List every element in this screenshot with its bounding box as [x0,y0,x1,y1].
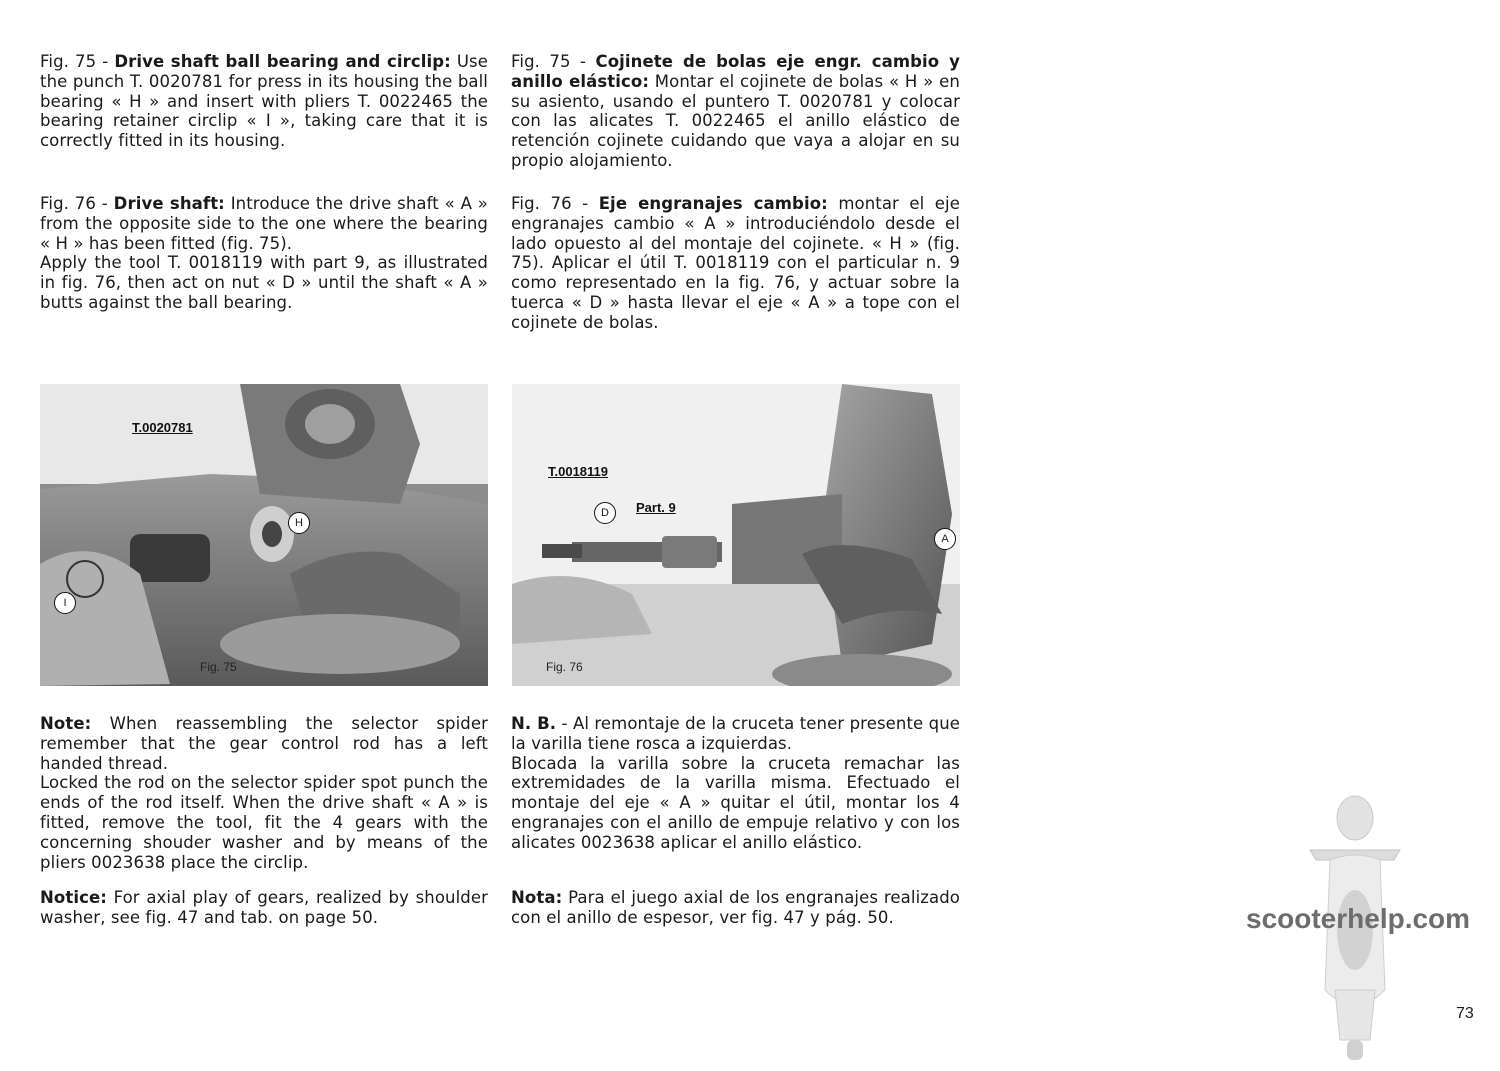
callout-d: D [594,502,616,524]
heading: Note: [40,714,92,733]
tool-label-t0020781: T.0020781 [132,420,193,435]
heading: Drive shaft: [113,194,225,213]
body-text: For axial play of gears, realized by shoulder washer, see fig. 47 and tab. on page 50. [40,888,488,927]
body-text: montar el eje engranajes cambio « A » introduciéndolo desde el lado opuesto al del montaje del cojinete. « H » (fig. 75). Aplicar el útil T. 0018119 con el particular n. 9 como representado en la fig. 76, y actuar sobre la tuerca « D » hasta llevar el eje « A » a tope con el cojinete de bolas. [511,194,960,332]
page-number: 73 [1456,1005,1474,1022]
callout-a: A [934,528,956,550]
body-text: - Al remontaje de la cruceta tener presente que la varilla tiene rosca a izquierdas. [511,714,961,753]
para-fig76-es [511,194,960,333]
body-text: Introduce the drive shaft « A » from the opposite side to the one where the bearing « H » has been fitted (fig. 75). [40,194,488,253]
para-fig75-es [511,52,960,171]
body-text: Locked the rod on the selector spider spot punch the ends of the rod itself. When the drive shaft « A » is fitted, remove the tool, fit the 4 gears with the concerning shouder washer and by means of the pliers 0023638 place the circlip. [40,773,488,872]
body-text: Blocada la varilla sobre la cruceta remachar las extremidades de la varilla misma. Efectuado el montaje del eje « A » quitar el útil, montar los 4 engranajes con el anillo de empuje relativo y con los alicates 0023638 aplicar el anillo elástico. [511,753,960,852]
para-note-en [40,714,488,872]
heading: Nota: [511,888,563,907]
figure-76-caption: Fig. 76 [546,660,583,674]
para-fig75-en [40,52,488,151]
heading: N. B. [511,714,557,733]
figure-76-photo [512,384,960,686]
fig-prefix: Fig. 75 - [40,52,115,71]
body-text: Use the punch T. 0020781 for press in its housing the ball bearing « H » and insert with pliers T. 0022465 the bearing retainer circlip « I », taking care that it is correctly fitted in its housing. [40,52,488,151]
para-notice-en [40,888,488,928]
fig-prefix: Fig. 76 - [40,194,114,213]
callout-h: H [288,512,310,534]
body-text: Apply the tool T. 0018119 with part 9, as illustrated in fig. 76, then act on nut « D » until the shaft « A » butts against the ball bearing. [40,253,488,312]
part-9-label: Part. 9 [636,500,676,515]
figure-76-illustration [512,384,960,686]
heading: Cojinete de bolas eje engr. cambio y anillo elástico: [511,52,960,91]
para-nb-es [511,714,960,853]
fig-prefix: Fig. 76 - [511,194,599,213]
para-nota-es [511,888,960,928]
figure-75-caption: Fig. 75 [200,660,237,674]
body-text: Para el juego axial de los engranajes realizado con el anillo de espesor, ver fig. 47 y pág. 50. [511,888,960,927]
callout-i: I [54,592,76,614]
fig-prefix: Fig. 75 - [511,52,596,71]
body-text: When reassembling the selector spider remember that the gear control rod has a left handed thread. [40,714,488,773]
watermark-text: scooterhelp.com [1246,903,1471,934]
para-fig76-en [40,194,488,313]
heading: Eje engranajes cambio: [598,194,828,213]
heading: Drive shaft ball bearing and circlip: [114,52,451,71]
tool-label-t0018119: T.0018119 [548,464,609,479]
body-text: Montar el cojinete de bolas « H » en su asiento, usando el puntero T. 0020781 y colocar con las alicates T. 0022465 el anillo elástico de retención cojinete cuidando que vaya a alojar en su propio alojamiento. [511,71,960,170]
figure-75-illustration [40,384,488,686]
heading: Notice: [40,888,107,907]
figure-75-photo [40,384,488,686]
